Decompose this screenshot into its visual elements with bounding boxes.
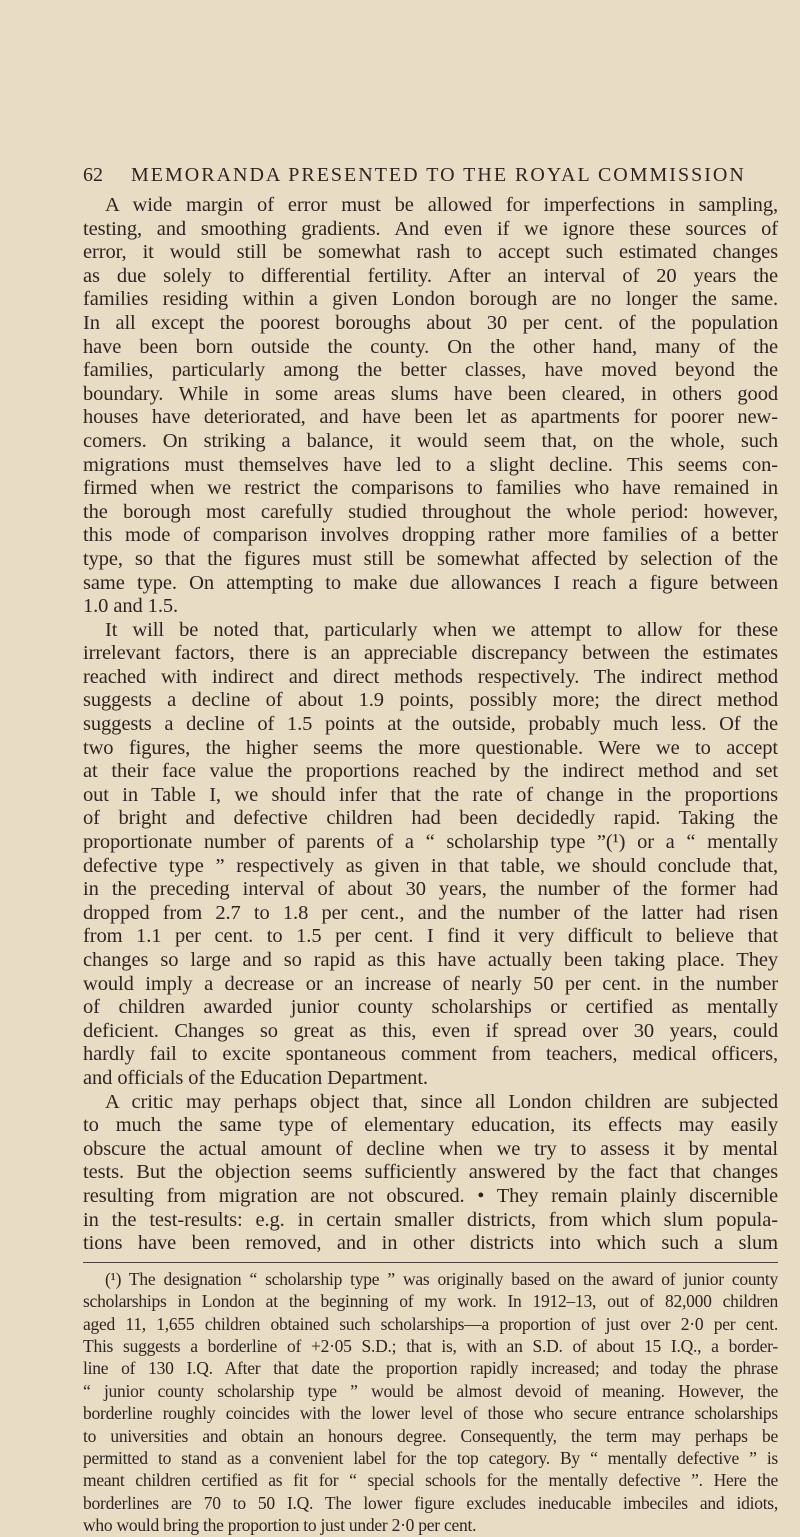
text-line: same type. On attempting to make due allowances I reach a figure between xyxy=(83,571,778,594)
text-line: from 1.1 per cent. to 1.5 per cent. I find it very difficult to believe that xyxy=(83,925,778,948)
footnote-line: “ junior county scholarship type ” would be almost devoid of meaning. However, the xyxy=(83,1380,778,1401)
footnote-line: permitted to stand as a convenient label for the top category. By “ mentally defective ” is xyxy=(83,1447,778,1468)
text-line: this mode of comparison involves dropping rather more families of a better xyxy=(83,524,778,547)
text-line: defective type ” respectively as given in that table, we should conclude that, xyxy=(83,854,778,877)
running-title: MEMORANDA PRESENTED TO THE ROYAL COMMISSION xyxy=(131,164,746,186)
page-number: 62 xyxy=(83,164,103,186)
text-line: type, so that the figures must still be somewhat affected by selection of the xyxy=(83,547,778,570)
text-line: as due solely to differential fertility. After an interval of 20 years the xyxy=(83,264,778,287)
text-line: testing, and smoothing gradients. And even if we ignore these sources of xyxy=(83,217,778,240)
footnote-line: meant children certified as fit for “ special schools for the mentally defective ”. Here the xyxy=(83,1470,778,1491)
text-line: A wide margin of error must be allowed for imperfections in sampling, xyxy=(105,194,778,216)
text-line: in the preceding interval of about 30 years, the number of the former had xyxy=(83,878,778,901)
text-line: of bright and defective children had been decidedly rapid. Taking the xyxy=(83,807,778,830)
text-line: It will be noted that, particularly when we attempt to allow for these xyxy=(105,618,778,641)
footnote-line: who would bring the proportion to just under 2·0 per cent. xyxy=(83,1515,477,1536)
footnote-line: borderline roughly coincides with the lower level of those who secure entrance scholarships xyxy=(83,1403,778,1424)
footnote-line: to universities and obtain an honours degree. Consequently, the term may perhaps be xyxy=(83,1425,778,1446)
text-line: deficient. Changes so great as this, even if spread over 30 years, could xyxy=(83,1019,778,1042)
footnote-divider xyxy=(83,1262,778,1263)
text-line: out in Table I, we should infer that the rate of change in the proportions xyxy=(83,783,778,806)
text-line: In all except the poorest boroughs about 30 per cent. of the population xyxy=(83,311,778,334)
text-line: error, it would still be somewhat rash to accept such estimated changes xyxy=(83,241,778,264)
text-line: changes so large and so rapid as this have actually been taking place. They xyxy=(83,949,778,971)
text-line: two figures, the higher seems the more questionable. Were we to accept xyxy=(83,736,778,759)
page xyxy=(83,162,778,1537)
text-line: dropped from 2.7 to 1.8 per cent., and the number of the latter had risen xyxy=(83,901,778,924)
text-line: at their face value the proportions reached by the indirect method and set xyxy=(83,760,778,783)
text-line: resulting from migration are not obscured. • They remain plainly discernible xyxy=(83,1184,778,1207)
text-line: of children awarded junior county scholarships or certified as mentally xyxy=(83,996,778,1019)
text-line: firmed when we restrict the comparisons to families who have remained in xyxy=(83,477,778,500)
footnote-line: scholarships in London at the beginning of my work. In 1912–13, out of 82,000 children xyxy=(83,1291,778,1312)
text-line: tests. But the objection seems sufficiently answered by the fact that changes xyxy=(83,1161,778,1184)
text-line: families, particularly among the better classes, have moved beyond the xyxy=(83,359,778,382)
text-line: migrations must themselves have led to a slight decline. This seems con- xyxy=(83,453,778,476)
text-line: families residing within a given London borough are no longer the same. xyxy=(83,288,778,311)
text-line: have been born outside the county. On the other hand, many of the xyxy=(83,335,778,358)
text-line: 1.0 and 1.5. xyxy=(83,595,179,618)
text-line: reached with indirect and direct methods respectively. The indirect method xyxy=(83,665,778,688)
text-line: tions have been removed, and in other districts into which such a slum xyxy=(83,1232,778,1255)
text-line: A critic may perhaps object that, since all London children are subjected xyxy=(105,1090,778,1113)
footnote-line: aged 11, 1,655 children obtained such scholarships—a proportion of just over 2·0 per cent. xyxy=(83,1313,778,1334)
text-line: suggests a decline of 1.5 points at the outside, probably much less. Of the xyxy=(83,713,778,736)
footnote xyxy=(83,1268,778,1537)
text-line: would imply a decrease or an increase of nearly 50 per cent. in the number xyxy=(83,972,778,995)
footnote-line: (¹) The designation “ scholarship type ” was originally based on the award of junior county xyxy=(105,1268,778,1289)
footnote-line: This suggests a borderline of +2·05 S.D.; that is, with an S.D. of about 15 I.Q., a border- xyxy=(83,1335,778,1356)
body-text xyxy=(83,194,778,1256)
text-line: in the test-results: e.g. in certain smaller districts, from which slum popula- xyxy=(83,1208,778,1231)
text-line: houses have deteriorated, and have been let as apartments for poorer new- xyxy=(83,406,778,429)
text-line: suggests a decline of about 1.9 points, possibly more; the direct method xyxy=(83,689,778,712)
text-line: boundary. While in some areas slums have been cleared, in others good xyxy=(83,382,778,405)
text-line: hardly fail to excite spontaneous comment from teachers, medical officers, xyxy=(83,1043,778,1066)
footnote-line: borderlines are 70 to 50 I.Q. The lower figure excludes ineducable imbeciles and idiots, xyxy=(83,1492,778,1513)
running-header xyxy=(83,162,778,188)
text-line: the borough most carefully studied throughout the whole period: however, xyxy=(83,500,778,523)
text-line: obscure the actual amount of decline when we try to assess it by mental xyxy=(83,1137,778,1160)
text-line: and officials of the Education Department. xyxy=(83,1066,428,1089)
text-line: comers. On striking a balance, it would seem that, on the whole, such xyxy=(83,429,778,452)
text-line: to much the same type of elementary education, its effects may easily xyxy=(83,1114,778,1137)
footnote-line: line of 130 I.Q. After that date the proportion rapidly increased; and today the phrase xyxy=(83,1358,778,1379)
text-line: irrelevant factors, there is an appreciable discrepancy between the estimates xyxy=(83,642,778,665)
text-line: proportionate number of parents of a “ scholarship type ”(¹) or a “ mentally xyxy=(83,831,778,854)
